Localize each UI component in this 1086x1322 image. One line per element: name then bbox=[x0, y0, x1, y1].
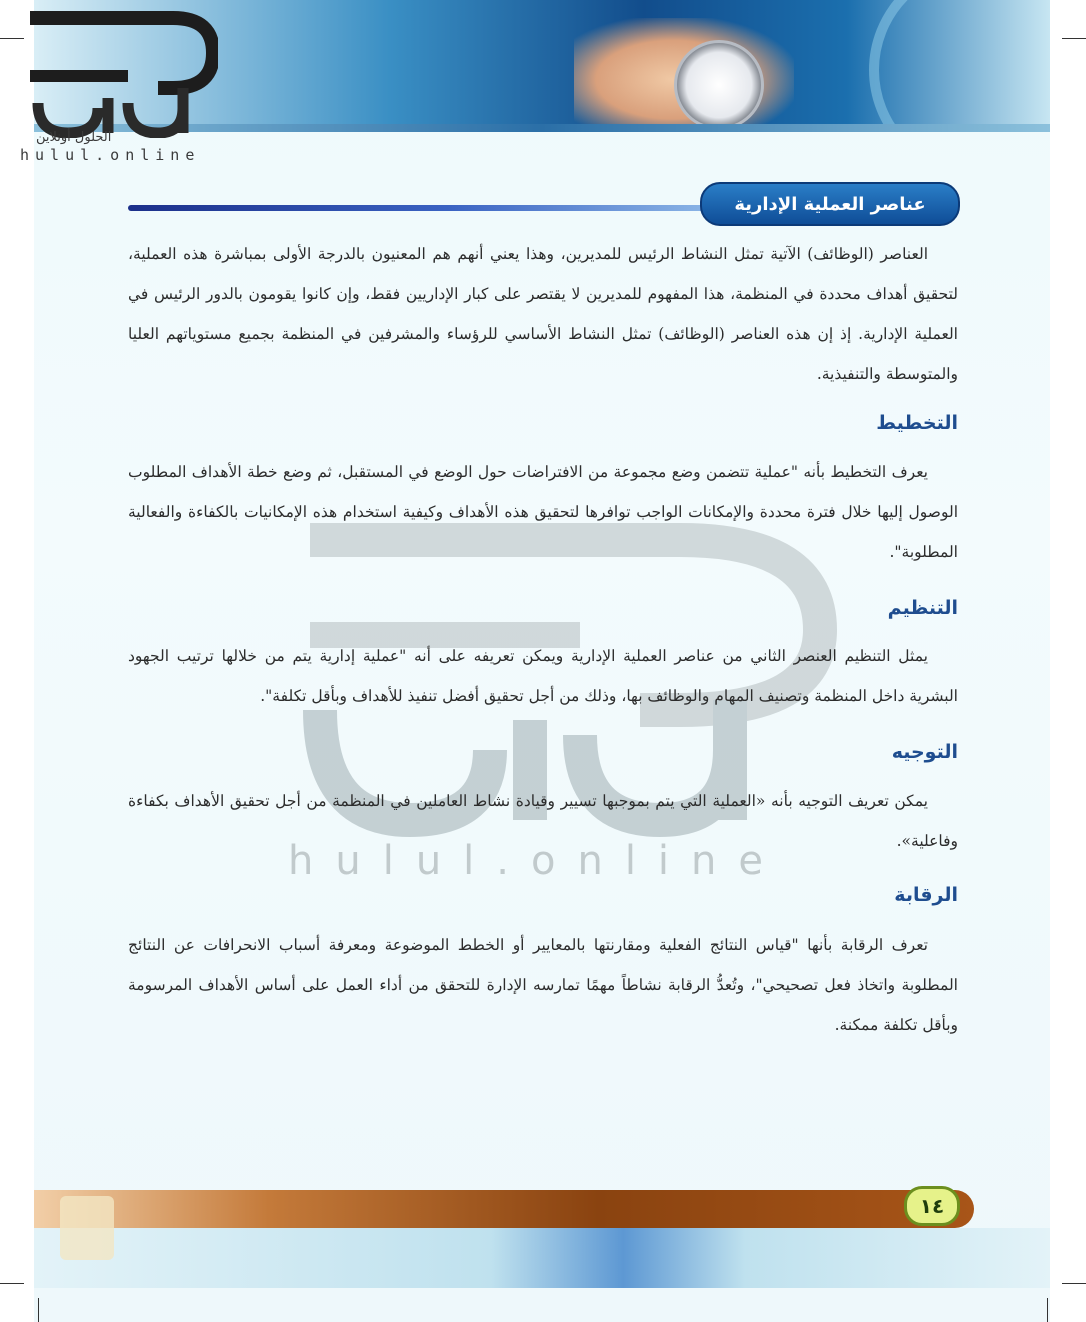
page-number: ١٤ bbox=[904, 1186, 960, 1226]
heading-control: الرقابة bbox=[894, 884, 958, 906]
directing-paragraph bbox=[128, 781, 958, 861]
logo-mark-icon bbox=[8, 8, 218, 138]
pocket-watch-image bbox=[674, 40, 764, 130]
intro-paragraph bbox=[128, 234, 958, 394]
decorative-arc bbox=[869, 0, 1050, 132]
site-logo[interactable] bbox=[8, 8, 218, 164]
planning-text: يعرف التخطيط بأنه "عملية تتضمن وضع مجموعة من الافتراضات حول الوضع في المستقبل، ثم وضع خطة الأهداف المطلوب الوصول إليها خلال فترة محددة والإمكانات الواجب توافرها لتحقيق هذه الأهداف وكيفية استخدام هذه الإمكانيات بالكفاءة والفعالية المطلوبة". bbox=[128, 463, 958, 561]
heading-planning: التخطيط bbox=[876, 412, 958, 434]
planning-paragraph bbox=[128, 452, 958, 572]
crop-mark bbox=[1062, 1283, 1086, 1284]
control-paragraph bbox=[128, 925, 958, 1045]
intro-text: العناصر (الوظائف) الآتية تمثل النشاط الرئيس للمديرين، وهذا يعني أنهم هم المعنيون بالدرجة الأولى بمباشرة هذه العملية، لتحقيق أهداف محددة في المنظمة، هذا المفهوم للمديرين لا يقتصر على كبار الإداريين فقط، وإن كانوا يقومون بالدور الرئيس في العملية الإدارية. إذ إن هذه العناصر (الوظائف) تمثل النشاط الأساسي للرؤساء والمشرفين في المنظمة بجميع مستوياتهم العليا والمتوسطة والتنفيذية. bbox=[128, 245, 958, 383]
footer-logo-icon bbox=[60, 1196, 114, 1260]
crop-mark bbox=[38, 1298, 39, 1322]
organizing-text: يمثل التنظيم العنصر الثاني من عناصر العملية الإدارية ويمكن تعريفه على أنه "عملية إدارية يتم من خلالها ترتيب الجهود البشرية داخل المنظمة وتصنيف المهام والوظائف بها، وذلك من أجل تحقيق أفضل تنفيذ للأهداف وبأقل تكلفة". bbox=[128, 647, 958, 705]
footer-bar bbox=[34, 1190, 974, 1228]
logo-url: hulul.online bbox=[20, 146, 201, 164]
crop-mark bbox=[1047, 1298, 1048, 1322]
logo-subtitle: الحلول أونلاين bbox=[36, 130, 112, 145]
control-text: تعرف الرقابة بأنها "قياس النتائج الفعلية ومقارنتها بالمعايير أو الخطط الموضوعة ومعرفة أسباب الانحرافات عن النتائج المطلوبة واتخاذ فعل تصحيحي"، وتُعدُّ الرقابة نشاطاً مهمًا تمارسه الإدارة للتحقق من أداء العمل على أساس الأهداف المرسومة وبأقل تكلفة ممكنة. bbox=[128, 936, 958, 1034]
crop-mark bbox=[1062, 38, 1086, 39]
heading-organizing: التنظيم bbox=[887, 597, 958, 619]
section-title: عناصر العملية الإدارية bbox=[700, 182, 960, 226]
organizing-paragraph bbox=[128, 636, 958, 716]
watermark-url: hulul.online bbox=[288, 838, 786, 884]
directing-text: يمكن تعريف التوجيه بأنه «العملية التي يتم بموجبها تسيير وقيادة نشاط العاملين في المنظمة من أجل تحقيق الأهداف بكفاءة وفاعلية». bbox=[128, 792, 958, 850]
heading-directing: التوجيه bbox=[891, 741, 958, 763]
footer-background bbox=[34, 1228, 1050, 1288]
crop-mark bbox=[0, 1283, 24, 1284]
title-underline bbox=[128, 205, 708, 211]
